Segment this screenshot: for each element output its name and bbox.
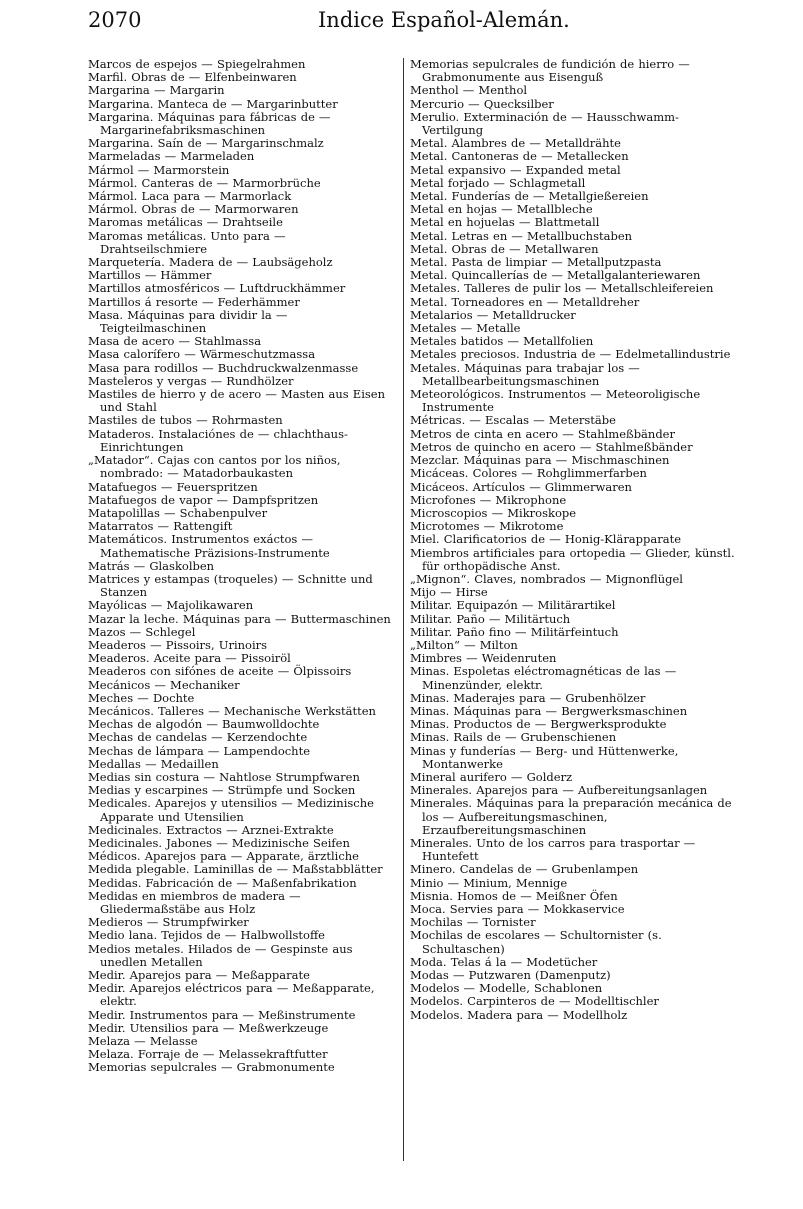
index-entry: Medir. Aparejos eléctricos para — Meßapparate, elektr. bbox=[88, 981, 375, 1009]
index-entry: Mecánicos — Mechaniker bbox=[88, 677, 240, 692]
index-entry: Merulio. Exterminación de — Hausschwamm-Vertilgung bbox=[410, 109, 679, 138]
index-entry: Minas y funderías — Berg- und Hüttenwerke, Montanwerke bbox=[410, 743, 679, 771]
index-entry: Meteorológicos. Instrumentos — Meteoroligische Instrumente bbox=[410, 387, 701, 415]
index-entry: Masa de acero — Stahlmassa bbox=[88, 334, 262, 349]
index-entry: Memorias sepulcrales de fundición de hierro — Grabmonumente aus Eisenguß bbox=[410, 57, 690, 85]
index-entry: Minas. Rails de — Grubenschienen bbox=[410, 730, 617, 745]
index-entry: Metros de cinta en acero — Stahlmeßbänder bbox=[410, 426, 675, 441]
index-entry: Modelos — Modelle, Schablonen bbox=[410, 981, 603, 996]
index-entry: Marquetería. Madera de — Laubsägeholz bbox=[88, 255, 333, 270]
index-entry: Medir. Utensilios para — Meßwerkzeuge bbox=[88, 1020, 329, 1035]
index-entry: Metal. Pasta de limpiar — Metallputzpasta bbox=[410, 255, 662, 270]
index-entry: Medidas. Fabricación de — Maßenfabrikation bbox=[88, 875, 357, 890]
index-entry: Misnia. Homos de — Meißner Öfen bbox=[410, 888, 618, 903]
index-entry: Mechas de lámpara — Lampendochte bbox=[88, 743, 311, 758]
index-entry: Metal. Alambres de — Metalldrähte bbox=[410, 136, 621, 151]
index-entry: Moda. Telas á la — Modetücher bbox=[410, 954, 598, 969]
index-entry: Militar. Paño fino — Militärfeintuch bbox=[410, 624, 619, 639]
index-entry: Masa calorífero — Wärmeschutzmassa bbox=[88, 347, 316, 362]
index-entry: Minas. Espoletas eléctromagnéticas de las — Minenzünder, elektr. bbox=[410, 664, 677, 692]
index-entry: Mochilas de escolares — Schultornister (s. Schultaschen) bbox=[410, 928, 662, 956]
index-entry: Metal expansivo — Expanded metal bbox=[410, 162, 621, 177]
index-entry: Matemáticos. Instrumentos exáctos — Mathematische Präzisions-Instrumente bbox=[88, 532, 330, 560]
index-entry: Matarratos — Rattengift bbox=[88, 519, 233, 534]
index-entry: Medias sin costura — Nahtlose Strumpfwaren bbox=[88, 769, 360, 784]
index-entry: Minerales. Unto de los carros para trasportar — Huntefett bbox=[410, 835, 696, 864]
index-entry: Margarina. Máquinas para fábricas de — Margarinefabriksmaschinen bbox=[88, 109, 331, 138]
page-number: 2070 bbox=[88, 8, 142, 32]
index-entry: Mármol — Marmorstein bbox=[88, 162, 230, 177]
index-entry: Martillos atmosféricos — Luftdruckhämmer bbox=[88, 281, 346, 296]
index-entry: Mijo — Hirse bbox=[410, 585, 488, 600]
index-entry: Mimbres — Weidenruten bbox=[410, 651, 557, 666]
index-entry: Masa para rodillos — Buchdruckwalzenmasse bbox=[88, 360, 359, 375]
index-entry: Matrás — Glaskolben bbox=[88, 558, 215, 573]
index-entry: Maromas metálicas — Drahtseile bbox=[88, 215, 283, 230]
index-entry: Matrices y estampas (troqueles) — Schnitte und Stanzen bbox=[88, 571, 373, 600]
page-header bbox=[88, 6, 728, 36]
index-entry: Modelos. Carpinteros de — Modelltischler bbox=[410, 994, 659, 1009]
index-entry: Moca. Servies para — Mokkaservice bbox=[410, 902, 625, 916]
index-entry: Microfones — Mikrophone bbox=[410, 492, 567, 507]
index-entry: Metales. Máquinas para trabajar los — Metallbearbeitungsmaschinen bbox=[410, 360, 640, 388]
index-entry: Medieros — Strumpfwirker bbox=[88, 915, 249, 930]
index-entry: Modelos. Madera para — Modellholz bbox=[410, 1007, 628, 1022]
index-entry: Mayólicas — Majolikawaren bbox=[88, 598, 254, 613]
index-entry: Metal. Funderías de — Metallgießereien bbox=[410, 189, 649, 204]
index-entry: Microscopios — Mikroskope bbox=[410, 505, 577, 520]
index-entry: Medios metales. Hilados de — Gespinste aus unedlen Metallen bbox=[88, 941, 353, 969]
index-entry: Metal. Obras de — Metallwaren bbox=[410, 241, 599, 256]
index-entry: Menthol — Menthol bbox=[410, 83, 528, 98]
index-entry: Micáceas. Colores — Rohglimmerfarben bbox=[410, 466, 647, 481]
index-entry: Metros de quincho en acero — Stahlmeßbänder bbox=[410, 439, 693, 454]
index-entry: Militar. Paño — Militärtuch bbox=[410, 611, 571, 626]
index-entry: Mecánicos. Talleres — Mechanische Werkstätten bbox=[88, 703, 376, 718]
index-entry: Mechas de candelas — Kerzendochte bbox=[88, 730, 308, 745]
index-entry: Mármol. Obras de — Marmorwaren bbox=[88, 202, 299, 217]
index-entry: Mazar la leche. Máquinas para — Buttermaschinen bbox=[88, 611, 391, 626]
index-entry: Mastiles de tubos — Rohrmasten bbox=[88, 413, 283, 428]
index-entry: Metales preciosos. Industria de — Edelmetallindustrie bbox=[410, 347, 731, 362]
index-entry: Metal. Cantoneras de — Metallecken bbox=[410, 149, 629, 164]
index-entry: Minas. Máquinas para — Bergwerksmaschinen bbox=[410, 703, 688, 718]
index-entry: Metal. Torneadores en — Metalldreher bbox=[410, 294, 640, 309]
index-entry: „Mignon“. Claves, nombrados — Mignonflügel bbox=[410, 571, 683, 586]
index-entry: Mataderos. Instalaciónes de — chlachthaus-Einrichtungen bbox=[88, 426, 348, 454]
index-entry: Metal en hojuelas — Blattmetall bbox=[410, 215, 600, 230]
index-entry: Metales batidos — Metallfolien bbox=[410, 334, 594, 349]
index-entry: Medir. Aparejos para — Meßapparate bbox=[88, 968, 310, 983]
index-entry: Medir. Instrumentos para — Meßinstrumente bbox=[88, 1007, 356, 1022]
index-entry: Metalarios — Metalldrucker bbox=[410, 307, 576, 322]
index-entry: Meaderos. Aceite para — Pissoiröl bbox=[88, 651, 291, 666]
index-entry: Minio — Minium, Mennige bbox=[410, 875, 568, 890]
index-entry: Masteleros y vergas — Rundhölzer bbox=[88, 373, 294, 388]
index-entry: Microtomes — Mikrotome bbox=[410, 519, 564, 534]
index-entry: Margarina. Manteca de — Margarinbutter bbox=[88, 96, 338, 111]
index-entry: Medidas en miembros de madera — Gliedermaßstäbe aus Holz bbox=[88, 888, 301, 916]
index-entry: Melaza — Melasse bbox=[88, 1034, 198, 1049]
index-entry: Mineral aurifero — Golderz bbox=[410, 769, 573, 784]
right-column bbox=[410, 58, 736, 1022]
index-entry: Meaderos — Pissoirs, Urinoirs bbox=[88, 637, 268, 652]
index-entry: Mármol. Canteras de — Marmorbrüche bbox=[88, 175, 321, 190]
index-entry: Metal forjado — Schlagmetall bbox=[410, 175, 586, 190]
index-entry: Metales — Metalle bbox=[410, 321, 521, 336]
index-entry: Metal en hojas — Metallbleche bbox=[410, 202, 593, 217]
index-entry: Mazos — Schlegel bbox=[88, 624, 196, 639]
index-entry: Miembros artificiales para ortopedia — Glieder, künstl. für orthopädische Anst. bbox=[410, 545, 735, 573]
index-entry: „Milton“ — Milton bbox=[410, 637, 518, 652]
index-entry: Memorias sepulcrales — Grabmonumente bbox=[88, 1060, 335, 1075]
index-entry: Mármol. Laca para — Marmorlack bbox=[88, 189, 292, 204]
index-entry: Minerales. Máquinas para la preparación mecánica de los — Aufbereitungsmaschinen, Erzaufbereitungsmaschinen bbox=[410, 796, 732, 837]
index-entry: Matafuegos de vapor — Dampfspritzen bbox=[88, 492, 319, 507]
index-entry: Martillos — Hämmer bbox=[88, 268, 212, 283]
index-entry: Mezclar. Máquinas para — Mischmaschinen bbox=[410, 453, 670, 468]
index-entry: Medicinales. Jabones — Medizinische Seifen bbox=[88, 835, 350, 850]
page-title: Indice Español-Alemán. bbox=[318, 8, 570, 32]
index-entry: Minerales. Aparejos para — Aufbereitungsanlagen bbox=[410, 783, 708, 798]
index-entry: Medallas — Medaillen bbox=[88, 756, 219, 771]
index-entry: Mercurio — Quecksilber bbox=[410, 96, 554, 111]
index-entry: Medicales. Aparejos y utensilios — Medizinische Apparate und Utensilien bbox=[88, 796, 374, 824]
index-entry: Meaderos con sifónes de aceite — Ölpissoirs bbox=[88, 664, 352, 679]
index-entry: Minas. Maderajes para — Grubenhölzer bbox=[410, 690, 646, 705]
index-entry: Matafuegos — Feuerspritzen bbox=[88, 479, 258, 494]
index-entry: Metales. Talleres de pulir los — Metallschleifereien bbox=[410, 281, 714, 296]
left-column bbox=[88, 58, 396, 1075]
index-entry: Minas. Productos de — Bergwerksprodukte bbox=[410, 717, 667, 732]
index-entry: Medicinales. Extractos — Arznei-Extrakte bbox=[88, 822, 334, 837]
index-entry: Marmeladas — Marmeladen bbox=[88, 149, 255, 164]
index-entry: Mechas de algodón — Baumwolldochte bbox=[88, 717, 320, 732]
index-entry: Meches — Dochte bbox=[88, 690, 195, 705]
index-entry: Modas — Putzwaren (Damenputz) bbox=[410, 968, 611, 983]
index-entry: Mastiles de hierro y de acero — Masten aus Eisen und Stahl bbox=[88, 387, 385, 415]
index-entry: Mochilas — Tornister bbox=[410, 915, 536, 930]
index-entry: Metal. Quincallerías de — Metallgalanteriewaren bbox=[410, 268, 701, 283]
index-entry: Martillos á resorte — Federhämmer bbox=[88, 294, 300, 309]
column-divider bbox=[403, 58, 404, 1161]
index-entry: Miel. Clarificatorios de — Honig-Klärapparate bbox=[410, 532, 682, 547]
index-entry: Medio lana. Tejidos de — Halbwollstoffe bbox=[88, 928, 325, 943]
index-entry: Masa. Máquinas para dividir la — Teigteilmaschinen bbox=[88, 307, 288, 336]
index-entry: Margarina. Saín de — Margarinschmalz bbox=[88, 136, 324, 151]
index-entry: Medida plegable. Laminillas de — Maßstabblätter bbox=[88, 862, 383, 877]
index-entry: Minero. Candelas de — Grubenlampen bbox=[410, 862, 639, 877]
index-entry: Micáceos. Artículos — Glimmerwaren bbox=[410, 479, 632, 494]
index-entry: Melaza. Forraje de — Melassekraftfutter bbox=[88, 1047, 328, 1062]
index-entry: „Matador“. Cajas con cantos por los niños, nombrado: — Matadorbaukasten bbox=[88, 453, 341, 481]
index-entry: Matapolillas — Schabenpulver bbox=[88, 505, 268, 520]
index-entry: Médicos. Aparejos para — Apparate, ärztliche bbox=[88, 849, 359, 864]
index-entry: Militar. Equipazón — Militärartikel bbox=[410, 598, 616, 613]
index-entry: Metal. Letras en — Metallbuchstaben bbox=[410, 228, 633, 243]
index-entry: Margarina — Margarin bbox=[88, 83, 225, 98]
index-entry: Marfil. Obras de — Elfenbeinwaren bbox=[88, 70, 297, 85]
index-entry: Métricas. — Escalas — Meterstäbe bbox=[410, 413, 616, 428]
index-entry: Maromas metálicas. Unto para — Drahtseilschmiere bbox=[88, 228, 286, 256]
index-entry: Marcos de espejos — Spiegelrahmen bbox=[88, 57, 306, 71]
index-entry: Medias y escarpines — Strümpfe und Socken bbox=[88, 783, 356, 798]
